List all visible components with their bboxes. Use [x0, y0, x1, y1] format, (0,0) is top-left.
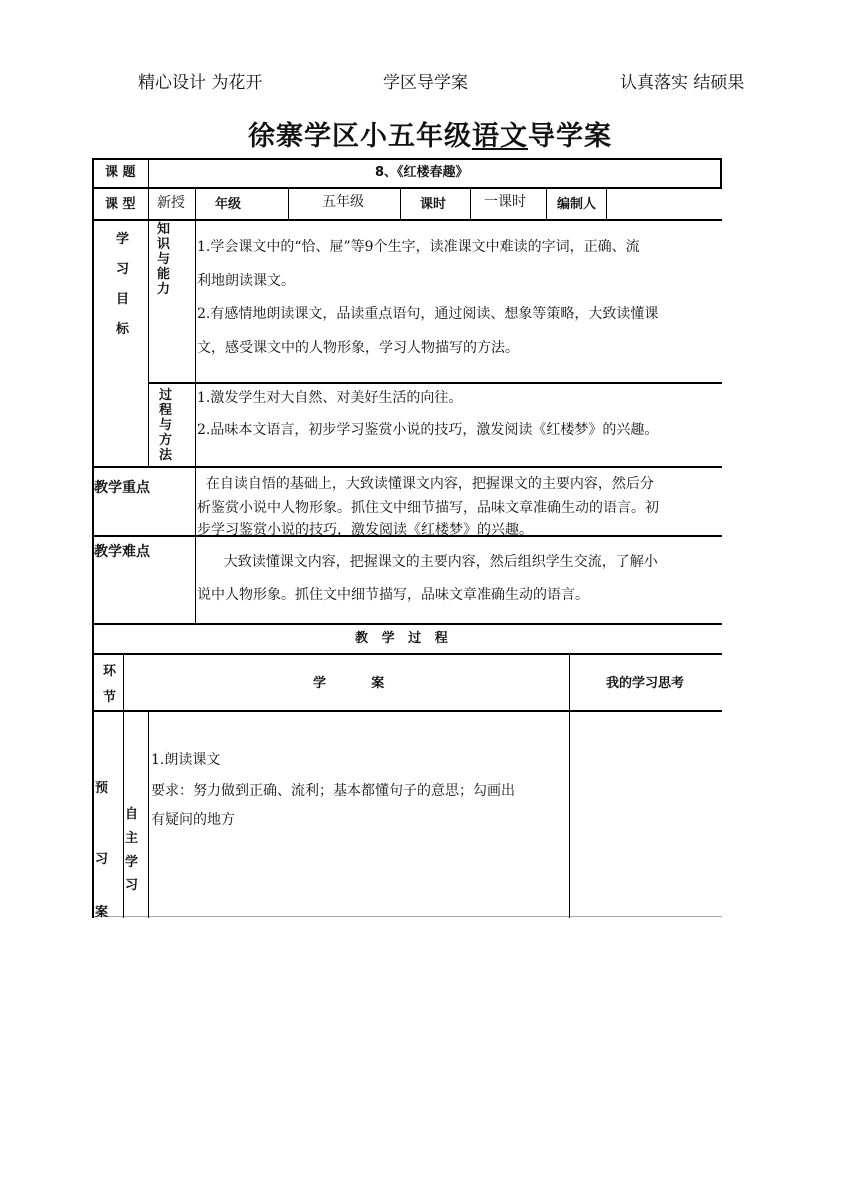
knowledge-label: 知识与能力 — [157, 222, 171, 297]
difficult-points-line-2: 说中人物形象。抓住文中细节描写，品味文章准确生动的语言。 — [197, 587, 589, 603]
process-line-1: 1.激发学生对大自然、对美好生活的向往。 — [197, 390, 463, 406]
period-label: 课时 — [420, 197, 447, 212]
page-title — [0, 114, 860, 153]
key-points-line-3: 步学习鉴赏小说的技巧，激发阅读《红楼梦》的兴趣。 — [197, 522, 533, 538]
editor-label: 编制人 — [557, 197, 597, 212]
topic-value: 8、《红楼春趣》 — [375, 165, 469, 180]
title-part-1: 徐寨学区小五年级 — [248, 121, 472, 152]
difficult-points-line-1: 大致读懂课文内容，把握课文的主要内容，然后组织学生交流，了解小 — [197, 554, 658, 570]
period-value: 一课时 — [484, 194, 526, 210]
process-section-title: 教 学 过 程 — [355, 631, 448, 646]
type-value: 新授 — [157, 195, 185, 211]
key-points-line-1: 在自读自悟的基础上，大致读懂课文内容，把握课文的主要内容，然后分 — [197, 476, 654, 492]
key-points-line-2: 析鉴赏小说中人物形象。抓住文中细节描写，品味文章准确生动的语言。初 — [197, 500, 659, 516]
knowledge-line-4: 文，感受课文中的人物形象，学习人物描写的方法。 — [197, 340, 519, 356]
plan-line-3: 有疑问的地方 — [151, 812, 235, 828]
knowledge-line-2: 利地朗读课文。 — [197, 273, 295, 289]
knowledge-line-1: 1.学会课文中的“恰、屉”等9个生字，读准课文中难读的字词，正确、流 — [197, 239, 640, 255]
thoughts-column-header: 我的学习思考 — [606, 676, 685, 691]
topic-label: 课 题 — [105, 165, 136, 180]
title-part-3: 导学案 — [528, 121, 612, 152]
title-subject: 语文 — [472, 121, 528, 152]
grade-label: 年级 — [215, 197, 242, 212]
header-left: 精心设计 为花开 — [138, 73, 263, 93]
key-points-label: 教学重点 — [94, 480, 150, 496]
plan-line-1: 1.朗读课文 — [151, 752, 221, 768]
header-center: 学区导学案 — [383, 73, 468, 93]
type-label: 课 型 — [105, 197, 136, 212]
plan-column-header: 学 案 — [313, 676, 385, 691]
grade-value: 五年级 — [322, 194, 364, 210]
header-right: 认真落实 结硕果 — [620, 73, 745, 93]
process-line-2: 2.品味本文语言，初步学习鉴赏小说的技巧，激发阅读《红楼梦》的兴趣。 — [197, 422, 659, 438]
difficult-points-label: 教学难点 — [94, 544, 150, 560]
process-method-label: 过程与方法 — [159, 388, 173, 463]
knowledge-line-3: 2.有感情地朗读课文，品读重点语句，通过阅读、想象等策略，大致读懂课 — [197, 306, 659, 322]
plan-line-2: 要求：努力做到正确、流利；基本都懂句子的意思；勾画出 — [151, 783, 515, 799]
